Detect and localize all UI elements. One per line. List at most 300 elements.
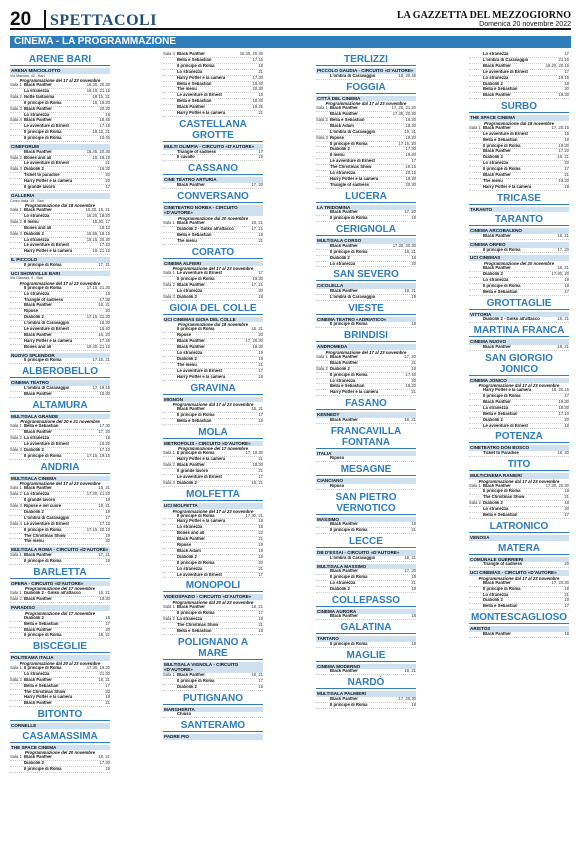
programming-dates: Programmazione dal 17 al 23 novembre (478, 575, 560, 581)
showtimes: 20 (564, 561, 569, 567)
film-title: Harry Potter e la camera (177, 374, 226, 379)
film-title: Black Panther (483, 93, 511, 98)
showtimes: 20 (564, 86, 569, 92)
showtime-row (10, 249, 110, 255)
programming-dates: Programmazione del 20 novembre (25, 750, 95, 756)
showtimes: 18 (564, 500, 569, 506)
screen-label (163, 76, 177, 81)
city-heading: BRINDISI (316, 330, 416, 342)
showtime-row (469, 562, 569, 568)
screen-label (316, 171, 330, 176)
film-title: Black Panther (24, 677, 52, 682)
film-title: Lo stranezza (483, 592, 509, 597)
showtimes: 19 (258, 615, 263, 621)
film-title: Black Panther (24, 486, 52, 491)
showtimes: 20 (411, 377, 416, 383)
cinema-name: VITTORIA (469, 312, 569, 318)
showtimes: 17, 20.30 (398, 695, 416, 701)
film-title: The menu (24, 539, 44, 544)
showtimes: 21 (105, 700, 110, 706)
film-title: Le avventure di Ernest (483, 423, 528, 428)
film-title: Black Panther (177, 407, 205, 412)
showtimes: 19 (105, 557, 110, 563)
screen-label (163, 58, 177, 63)
screen-label (316, 528, 330, 533)
screen-label (10, 321, 24, 326)
showtime-row (10, 633, 110, 639)
screen-label (469, 64, 483, 69)
city-heading: CASTELLANA GROTTE (163, 119, 263, 142)
showtimes: 18 (564, 183, 569, 189)
film-title: Lo stranezza (24, 213, 50, 218)
showtimes: 17, 20 (404, 209, 416, 215)
city-heading: MAGLIE (316, 650, 416, 662)
film-title: Il principe di Roma (177, 63, 215, 68)
showtimes: 18 (411, 254, 416, 260)
screen-label (316, 142, 330, 147)
screen-label (316, 581, 330, 586)
showtime-row (469, 451, 569, 457)
showtimes: 20.30 (99, 105, 110, 111)
city-heading: ALTAMURA (10, 400, 110, 412)
film-title: Diabolik 2 (177, 554, 197, 559)
cinema-name: CINEMA NUOVO (469, 339, 569, 345)
showtimes: 17.40 (405, 371, 416, 377)
screen-label (469, 388, 483, 393)
city-heading: COLLEPASSO (316, 595, 416, 607)
screen-label: Sala 2 (316, 116, 328, 122)
screen-label (316, 183, 330, 188)
cinema-name: OPERA - CIRCUITO «D'AUTORE» (10, 581, 110, 587)
film-title: La stranezza (24, 237, 50, 242)
film-title: Lo stranezza (483, 52, 509, 56)
cinema-name: COMUNALE GUERRIERI (469, 557, 569, 563)
showtime-row (469, 317, 569, 323)
city-heading: BISCEGLIE (10, 641, 110, 653)
screen-label (163, 233, 177, 238)
showtime-row (469, 345, 569, 351)
city-heading: ARENE BARI (10, 54, 110, 66)
showtimes: 18, 21 (251, 480, 263, 485)
city-heading: MOLA (163, 427, 263, 439)
film-title: Black Panther (24, 303, 52, 308)
showtime-row (163, 685, 263, 691)
showtimes: 17, 19.30 (245, 450, 263, 456)
screen-label: Sala 3 (163, 293, 175, 299)
programming-dates: Programmazione dal 17 al 23 novembre (325, 101, 407, 107)
screen-label (163, 64, 177, 69)
showtimes: 17 (105, 620, 110, 626)
film-title: Diabolik 2 (177, 356, 197, 361)
film-title: Il principe di Roma (24, 527, 62, 532)
showtimes: 20 (105, 172, 110, 178)
showtime-row (316, 669, 416, 675)
screen-label (469, 290, 483, 295)
showtimes: 17 (258, 270, 263, 276)
screen-label (469, 272, 483, 277)
showtimes: 18 (105, 694, 110, 700)
cinema-name: CINEMA ALFIERI (163, 261, 263, 267)
film-title: Black Panther (483, 149, 511, 154)
showtime-row (316, 587, 416, 593)
film-title: Harry Potter e la camera (24, 179, 73, 184)
showtimes: 22 (258, 530, 263, 536)
cinema-name: CINETEATRO DON BOSCO (469, 445, 569, 451)
showtimes: 17.30 (405, 146, 416, 152)
film-title: Bella e Sebastian (330, 384, 365, 389)
showtimes: 18.30 (252, 462, 263, 468)
film-title: Bella e Sebastian (483, 604, 518, 609)
film-title: Bella e Sebastian (483, 137, 518, 142)
screen-label (163, 93, 177, 98)
showtimes: 18 (564, 585, 569, 591)
film-title: L'ombra di Caravaggio (330, 129, 376, 134)
film-title: Black Panther (330, 696, 358, 701)
film-title: Lo stranezza (24, 291, 50, 296)
film-title: Il principe di Roma (177, 610, 215, 615)
cinema-name: MULTISALA MASSIMO (316, 564, 416, 570)
showtimes: 18 (411, 640, 416, 646)
cinema-name: MULTI OLIMPIA - CIRCUITO «D'AUTORE» (163, 144, 263, 150)
showtimes: 17.10 (99, 446, 110, 452)
showtimes: 19 (105, 766, 110, 772)
programming-dates: Programmazione del 20 novembre (484, 261, 554, 266)
screen-label (469, 58, 483, 63)
showtimes: 18.30 (99, 390, 110, 396)
programming-dates: Programmazione dal 20 al 23 novembre (19, 660, 101, 666)
screen-label (10, 173, 24, 178)
film-title: Il principe di Roma (177, 277, 215, 282)
showtimes: 19.40 (252, 80, 263, 86)
cinema-name: TARTARO (316, 636, 416, 642)
film-title: Le avventure di Ernest (24, 161, 69, 166)
screen-label (10, 701, 24, 706)
screen-label: Sala 2 (10, 676, 22, 682)
film-title: Chiuso (177, 712, 192, 717)
cinema-name: CIANCIANO (316, 478, 416, 484)
screen-label (316, 556, 330, 561)
showtimes: 17.15, 20.10 (86, 526, 110, 532)
programming-dates: Programmazione del 17 al 23 novembre (19, 280, 101, 286)
screen-label: Sala 2 (10, 218, 22, 224)
showtime-row (469, 248, 569, 254)
film-title: Il principe di Roma (177, 560, 215, 565)
showtime-row (316, 74, 416, 80)
showtimes: 18.30 (99, 320, 110, 326)
showtimes: 17.30 (99, 760, 110, 766)
film-title: Le avventure di Ernest (24, 124, 69, 129)
programming-dates: Programmazione dal 17 al 23 novembre (478, 478, 560, 484)
showtime-row (163, 375, 263, 381)
showtimes: 18 (411, 215, 416, 221)
showtimes: 18, 21 (98, 676, 110, 682)
film-title: Black Panther (330, 106, 358, 111)
showtimes: 16.30, 20.30 (86, 82, 110, 87)
screen-label (316, 703, 330, 708)
screen-label (469, 451, 483, 456)
film-title: Diabolik 2 (24, 761, 44, 766)
showtimes: 16.30, 20.30 (239, 52, 263, 56)
screen-label: Sala 2 (163, 462, 175, 468)
film-title: Bones and all (24, 155, 52, 160)
showtimes: 18, 21 (404, 554, 416, 560)
screen-label (316, 256, 330, 261)
city-heading: SAN GIORGIO JONICO (469, 353, 569, 376)
showtimes: 19 (258, 683, 263, 689)
film-title: Lo stranezza (330, 171, 356, 176)
screen-label: Sala 1 (10, 82, 22, 87)
film-title: Ripose (330, 135, 344, 140)
film-title: Black Panther (483, 173, 511, 178)
film-title: Il principe di Roma (24, 136, 62, 141)
showtimes: 19.20 (558, 178, 569, 183)
showtime-row (10, 345, 110, 351)
screen-label: Sala 1 (163, 671, 175, 677)
film-title: Black Panther (177, 537, 205, 542)
film-title: Bella e Sebastian (24, 621, 59, 626)
film-title: Harry Potter e la camera (177, 111, 226, 116)
showtimes: 18.40 (252, 98, 263, 104)
film-title: Diabolik 2 (24, 231, 44, 236)
showtimes: 17.20 (558, 148, 569, 154)
showtimes: 15.45 (99, 135, 110, 141)
screen-label (10, 315, 24, 320)
screen-label (163, 413, 177, 418)
film-title: Triangle of sadness (330, 182, 370, 187)
film-title: Le avventure di Ernest (177, 368, 222, 373)
showtimes: 17 (564, 603, 569, 609)
showtimes: 19.40 (405, 152, 416, 158)
showtime-row (10, 767, 110, 773)
showtimes: 21 (258, 536, 263, 542)
showtimes: 17, 21 (251, 225, 263, 231)
showtimes: 17 (564, 52, 569, 56)
showtimes: 17, 21 (98, 261, 110, 267)
film-title: Le avventure di Ernest (177, 271, 222, 276)
film-title: Black Panther (483, 234, 511, 238)
film-title: Il principe di Roma (330, 528, 368, 533)
screen-label (10, 130, 24, 135)
film-title: Black Panther (177, 52, 205, 56)
showtimes: 17 (258, 571, 263, 577)
screen-label (163, 679, 177, 684)
showtimes: 19 (105, 508, 110, 514)
showtimes: 18 (564, 282, 569, 288)
film-title: La stranezza (24, 88, 50, 93)
showtimes: 17.15 (99, 123, 110, 129)
film-title: The menu (177, 362, 197, 367)
showtimes: 18, 20.15 (551, 387, 569, 393)
showtimes: 17, 19.15 (92, 384, 110, 390)
film-title: Ripose (24, 309, 38, 314)
film-title: Ripose (177, 543, 191, 548)
showtimes: 17.30, 20.30 (392, 111, 416, 116)
screen-label (469, 70, 483, 75)
showtimes: 20.30 (252, 86, 263, 92)
film-title: Diabolik 2 (483, 598, 503, 603)
screen-label (10, 539, 24, 544)
film-title: Il principe di Roma (330, 216, 368, 221)
showtimes: 18.15, 21 (92, 129, 110, 135)
showtimes: 18 (105, 435, 110, 441)
screen-label (469, 284, 483, 289)
film-title: Il principe di Roma (177, 413, 215, 418)
cinema-name: POLITEAMA ITALIA (10, 655, 110, 661)
film-title: Diabolik 2 (177, 684, 197, 689)
film-title: Triangle of sadness (483, 562, 523, 567)
showtimes: 21 (258, 68, 263, 74)
film-title: Black Panther (330, 112, 358, 116)
showtimes: 17.30 (252, 74, 263, 80)
screen-label (10, 185, 24, 190)
screen-label (10, 767, 24, 772)
screen-label (316, 74, 330, 79)
showtimes: 17.30 (99, 296, 110, 302)
section-title: SPETTACOLI (50, 12, 157, 29)
city-heading: SAN PIETRO VERNOTICO (316, 492, 416, 515)
screen-label (10, 136, 24, 141)
showtime-row (10, 358, 110, 364)
film-title: Bella e Sebastian (24, 683, 59, 688)
screen-label (10, 761, 24, 766)
showtimes: 18 (258, 417, 263, 423)
showtimes: 18 (258, 627, 263, 633)
showtime-row (163, 239, 263, 245)
screen-label (10, 534, 24, 539)
city-heading: ANDRIA (10, 462, 110, 474)
film-title: L'ombra di Caravaggio (330, 555, 376, 560)
showtimes: 21 (564, 172, 569, 178)
screen-label (469, 179, 483, 184)
showtimes: 19 (258, 350, 263, 356)
film-title: Il grande lavoro (24, 185, 56, 190)
screen-label (469, 278, 483, 283)
film-title: Il principe di Roma (177, 327, 215, 332)
showtime-row (469, 632, 569, 638)
showtimes: 19.20 (405, 134, 416, 140)
screen-label: Sala 2 (10, 491, 22, 497)
city-heading: VIESTE (316, 303, 416, 315)
cinema-name: MULTISALA PALMIERI (316, 691, 416, 697)
showtime-row (10, 597, 110, 603)
showtimes: 18.30 (558, 92, 569, 98)
showtimes: 19 (411, 293, 416, 299)
showtimes: 20 (411, 260, 416, 266)
city-heading: GALATINA (316, 622, 416, 634)
screen-label (469, 248, 483, 253)
showtimes: 18, 21 (98, 502, 110, 508)
screen-label (469, 93, 483, 98)
showtimes: 18 (258, 355, 263, 361)
cinema-name: VENOSA (469, 535, 569, 541)
programming-dates: Programmazione del 17 al 23 novembre (19, 78, 101, 83)
showtime-row (316, 183, 416, 189)
screen-label: Sala 4 (163, 52, 175, 56)
showtimes: 18.20 (405, 383, 416, 389)
film-title: Il menu (330, 153, 345, 158)
film-title: Harry Potter e la camera (177, 75, 226, 80)
listing-column-4 (469, 52, 569, 832)
cinema-name: GALLERIA (10, 193, 110, 199)
showtimes: 18, 20.45 (398, 72, 416, 78)
film-title: Black Panther (24, 333, 52, 337)
film-title: Diabolik 2 (24, 615, 44, 620)
cinema-name: UCI SHOWVILLE BARI (10, 271, 110, 277)
screen-label (163, 407, 177, 412)
city-heading: GRAVINA (163, 383, 263, 395)
screen-label: Sala 1 (316, 105, 328, 111)
cinema-name: TARANTO (469, 207, 569, 213)
film-title: Il principe di Roma (24, 767, 62, 772)
film-title: The Christmas Show (483, 495, 525, 500)
showtimes: 21 (258, 565, 263, 571)
film-title: Ticket to paradise (24, 173, 60, 178)
film-title: Black Adam (177, 548, 201, 553)
showtimes: 18, 21 (557, 265, 569, 270)
showtime-row (469, 185, 569, 191)
screen-label (316, 569, 330, 574)
city-heading: PUTIGNANO (163, 693, 263, 705)
showtime-row (316, 642, 416, 648)
city-heading: TARANTO (469, 214, 569, 226)
film-title: Diabolik 2 (177, 481, 197, 485)
showtimes: 17.10 (558, 410, 569, 416)
showtimes: 18, 21 (251, 604, 263, 610)
city-heading: BARLETTA (10, 567, 110, 579)
film-title: Black Panther (24, 755, 52, 760)
showtimes: 17, 20 (251, 181, 263, 187)
film-title: Il grande lavoro (24, 498, 56, 503)
screen-label (163, 239, 177, 244)
city-heading: CERIGNOLA (316, 224, 416, 236)
showtimes: 19 (564, 597, 569, 603)
screen-label (316, 642, 330, 647)
screen-label (10, 628, 24, 633)
showtimes: 19 (105, 290, 110, 296)
showtimes: 16.20, 18.20 (86, 212, 110, 218)
showtimes: 19, 21 (404, 128, 416, 134)
screen-label (163, 543, 177, 548)
cinema-address: Via Marconi, 42 - Bari (10, 73, 45, 78)
film-title: L'ombra di Caravaggio (330, 73, 376, 78)
showtimes: 18, 21 (251, 406, 263, 412)
screen-label (469, 400, 483, 405)
screen-label: Sala 3 (10, 105, 22, 111)
screen-label (10, 559, 24, 564)
city-heading: CONVERSANO (163, 191, 263, 203)
showtime-row (469, 424, 569, 430)
screen-label (469, 132, 483, 137)
film-title: Il principe di Roma (483, 247, 521, 252)
film-title: Black Panther (177, 182, 205, 187)
programming-dates: Programmazione dal 18 novembre (25, 203, 95, 208)
listing-column-2 (163, 52, 263, 832)
screen-label: Sala 1 (10, 754, 22, 760)
showtime-row (316, 390, 416, 396)
showtimes: 17 (564, 393, 569, 399)
screen-label: Sala 2 (10, 154, 22, 160)
showtimes: 18.45 (99, 117, 110, 123)
film-title: Bella e Sebastian (330, 117, 365, 122)
showtimes: 18.10 (99, 224, 110, 230)
showtimes: 18 (258, 293, 263, 299)
screen-label (10, 633, 24, 638)
film-title: Il principe di Roma (483, 394, 521, 399)
film-title: Black Panther (24, 430, 52, 435)
showtime-row (316, 216, 416, 222)
film-title: Bella e Sebastian (177, 232, 212, 237)
screen-label (163, 561, 177, 566)
